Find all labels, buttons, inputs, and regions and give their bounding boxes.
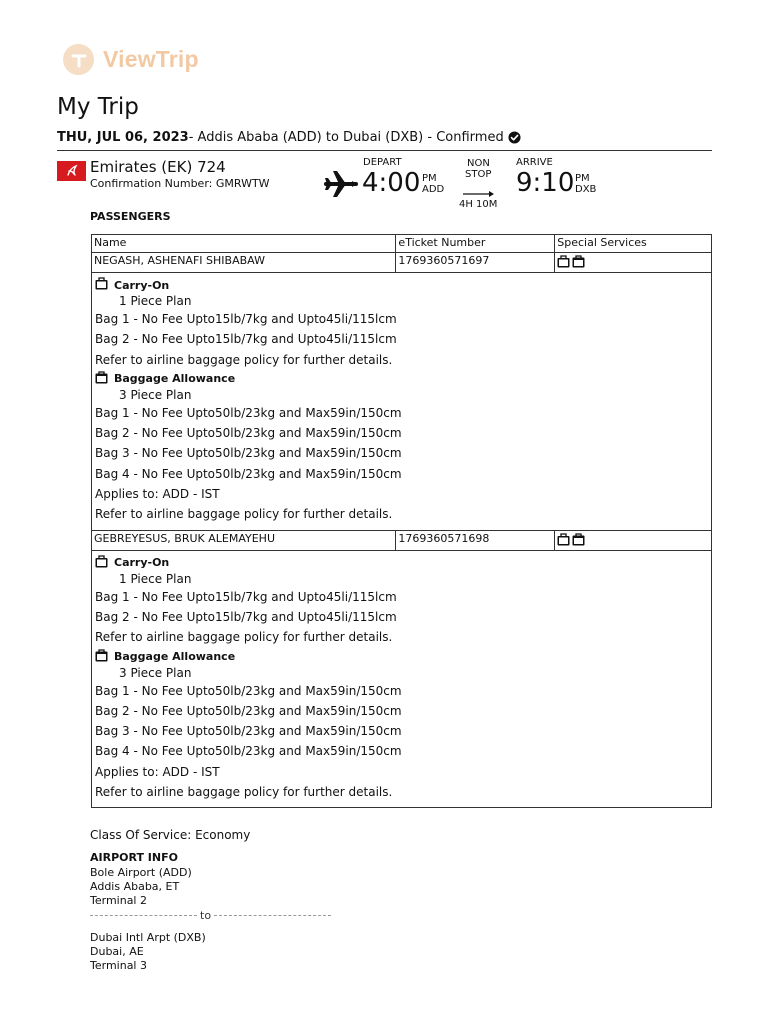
baggage-details [92, 273, 712, 531]
baggage-allowance-line: Bag 3 - No Fee Upto50lb/23kg and Max59in/150cm [95, 446, 402, 461]
baggage-allowance-title: Baggage Allowance [114, 650, 236, 664]
depart-ampm: PM [422, 173, 437, 184]
eticket-number: 1769360571697 [396, 253, 555, 273]
flight-name: Emirates (EK) 724 [90, 158, 226, 176]
special-services [555, 530, 712, 550]
depart-airport-code: ADD [422, 184, 445, 195]
baggage-allowance-heading [95, 371, 708, 387]
carry-on-bag-icon[interactable] [557, 255, 570, 271]
carry-on-line: Bag 2 - No Fee Upto15lb/7kg and Upto45li/115lcm [95, 609, 397, 624]
baggage-allowance-line: Bag 2 - No Fee Upto50lb/23kg and Max59in/150cm [95, 703, 402, 718]
trip-date: THU, JUL 06, 2023 [57, 130, 189, 145]
emirates-logo-icon [57, 161, 86, 181]
baggage-allowance-heading [95, 649, 708, 665]
origin-airport-city: Addis Ababa, ET [90, 880, 180, 893]
carry-on-plan: 1 Piece Plan [119, 294, 192, 308]
carry-on-line: Refer to airline baggage policy for further details. [95, 630, 393, 645]
special-services [555, 253, 712, 273]
carry-on-heading [95, 277, 708, 293]
checked-bag-icon[interactable] [572, 255, 585, 271]
baggage-details [92, 550, 712, 808]
arrive-label: ARRIVE [516, 157, 553, 168]
carry-on-title: Carry-On [114, 556, 170, 570]
passengers-heading: PASSENGERS [90, 210, 171, 223]
baggage-allowance-title: Baggage Allowance [114, 372, 236, 386]
arrive-time: 9:10 [516, 168, 575, 198]
stop-label-line1: NON [467, 158, 490, 169]
dashed-divider [90, 915, 197, 916]
carry-on-line: Bag 1 - No Fee Upto15lb/7kg and Upto45li/115lcm [95, 312, 397, 326]
baggage-allowance-line: Bag 3 - No Fee Upto50lb/23kg and Max59in/150cm [95, 724, 402, 739]
airplane-icon [324, 168, 358, 204]
column-header-name: Name [92, 235, 396, 253]
airport-separator [90, 909, 331, 922]
baggage-detail-row [92, 273, 712, 531]
header-divider [57, 150, 712, 151]
confirmation-number: Confirmation Number: GMRWTW [90, 177, 270, 190]
depart-time: 4:00 [362, 168, 421, 198]
baggage-allowance-line: Applies to: ADD - IST [95, 764, 220, 779]
dashed-divider [214, 915, 331, 916]
column-header-special-services: Special Services [555, 235, 712, 253]
destination-airport-city: Dubai, AE [90, 945, 144, 958]
brand-name: ViewTrip [103, 46, 199, 72]
checked-bag-icon[interactable] [572, 533, 585, 549]
baggage-allowance-plan: 3 Piece Plan [119, 387, 192, 402]
eticket-number: 1769360571698 [396, 530, 555, 550]
stop-label-line2: STOP [465, 169, 492, 180]
carry-on-bag-icon [95, 555, 108, 571]
table-row [92, 530, 712, 550]
table-row [92, 253, 712, 273]
airport-info-heading: AIRPORT INFO [90, 851, 178, 864]
destination-airport-info [90, 931, 206, 973]
table-header-row [92, 235, 712, 253]
checked-bag-icon [95, 649, 108, 665]
carry-on-line: Bag 2 - No Fee Upto15lb/7kg and Upto45li/115lcm [95, 332, 397, 347]
baggage-allowance-line: Applies to: ADD - IST [95, 487, 220, 502]
baggage-allowance-line: Bag 1 - No Fee Upto50lb/23kg and Max59in/150cm [95, 405, 402, 420]
baggage-allowance-plan: 3 Piece Plan [119, 665, 192, 680]
origin-airport-terminal: Terminal 2 [90, 894, 147, 907]
check-circle-icon [508, 131, 521, 144]
carry-on-title: Carry-On [114, 278, 170, 292]
origin-airport-info [90, 866, 192, 908]
checked-bag-icon [95, 371, 108, 387]
passengers-table [91, 234, 712, 808]
arrive-ampm: PM [575, 173, 590, 184]
flight-duration: 4H 10M [459, 199, 498, 210]
destination-airport-name: Dubai Intl Arpt (DXB) [90, 931, 206, 944]
passenger-name: GEBREYESUS, BRUK ALEMAYEHU [92, 530, 396, 550]
destination-airport-terminal: Terminal 3 [90, 959, 147, 972]
carry-on-bag-icon[interactable] [557, 533, 570, 549]
page-title: My Trip [57, 94, 139, 120]
class-of-service: Class Of Service: Economy [90, 828, 251, 842]
baggage-allowance-line: Bag 4 - No Fee Upto50lb/23kg and Max59in/150cm [95, 466, 402, 481]
passenger-name: NEGASH, ASHENAFI SHIBABAW [92, 253, 396, 273]
viewtrip-logo[interactable] [63, 44, 199, 75]
column-header-eticket: eTicket Number [396, 235, 555, 253]
carry-on-line: Refer to airline baggage policy for further details. [95, 352, 393, 367]
baggage-allowance-line: Bag 1 - No Fee Upto50lb/23kg and Max59in/150cm [95, 683, 402, 698]
trip-summary [57, 130, 521, 145]
carry-on-heading [95, 555, 708, 571]
baggage-allowance-line: Bag 2 - No Fee Upto50lb/23kg and Max59in/150cm [95, 426, 402, 441]
baggage-allowance-line: Refer to airline baggage policy for further details. [95, 507, 393, 522]
arrive-airport-code: DXB [575, 184, 597, 195]
depart-label: DEPART [363, 157, 402, 168]
trip-route-status: - Addis Ababa (ADD) to Dubai (DXB) - Confirmed [188, 130, 504, 145]
carry-on-line: Bag 1 - No Fee Upto15lb/7kg and Upto45li/115lcm [95, 589, 397, 604]
viewtrip-logo-mark-icon [63, 44, 94, 75]
carry-on-bag-icon [95, 277, 108, 293]
carry-on-plan: 1 Piece Plan [119, 571, 192, 586]
baggage-allowance-line: Bag 4 - No Fee Upto50lb/23kg and Max59in/150cm [95, 744, 402, 759]
separator-to: to [200, 909, 212, 922]
baggage-detail-row [92, 550, 712, 808]
origin-airport-name: Bole Airport (ADD) [90, 866, 192, 879]
baggage-allowance-line: Refer to airline baggage policy for further details. [95, 785, 393, 800]
